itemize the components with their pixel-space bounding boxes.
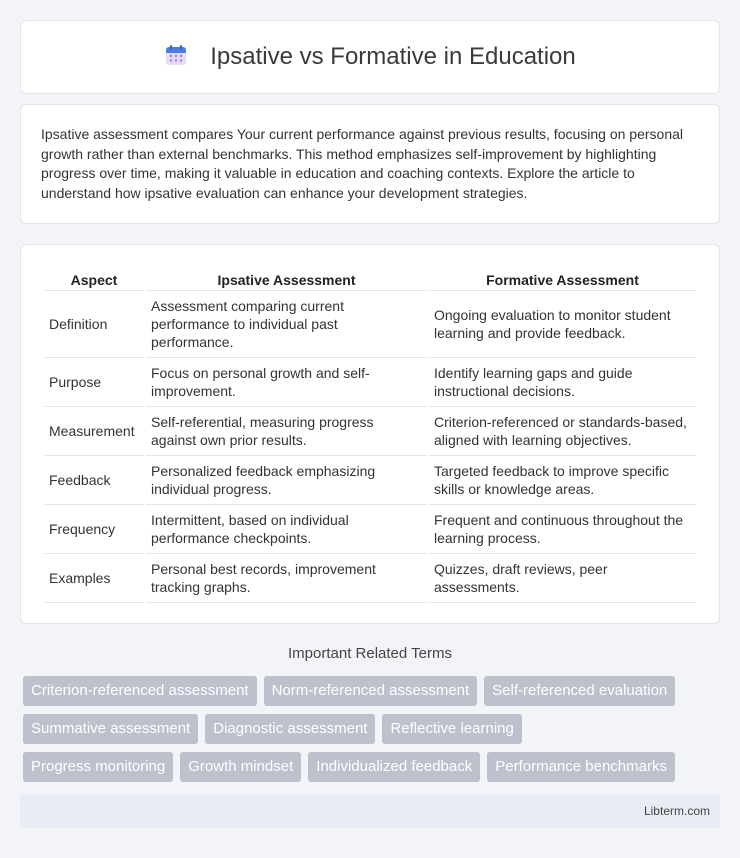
cell-ipsative: Assessment comparing current performance to individual past performance. <box>146 291 427 358</box>
cell-aspect: Measurement <box>44 407 144 456</box>
page-title: Ipsative vs Formative in Education <box>210 43 576 70</box>
table-row <box>44 407 696 456</box>
cell-formative: Criterion-referenced or standards-based, aligned with learning objectives. <box>429 407 696 456</box>
tag-row <box>23 752 723 782</box>
cell-formative: Ongoing evaluation to monitor student learning and provide feedback. <box>429 291 696 358</box>
tag-performance-benchmarks[interactable]: Performance benchmarks <box>487 752 675 782</box>
table-row <box>44 456 696 505</box>
intro-text: Ipsative assessment compares Your current performance against previous results, focusing on personal growth rather than external benchmarks. This method emphasizes self-improvement by highlighting progress over time, making it valuable in education and coaching contexts. Explore the article to understand how ipsative evaluation can enhance your development strategies. <box>41 126 684 201</box>
cell-aspect: Examples <box>44 554 144 603</box>
header-formative: Formative Assessment <box>429 265 696 291</box>
cell-formative: Targeted feedback to improve specific skills or knowledge areas. <box>429 456 696 505</box>
cell-ipsative: Intermittent, based on individual performance checkpoints. <box>146 505 427 554</box>
tag-norm-referenced[interactable]: Norm-referenced assessment <box>264 676 478 706</box>
tag-row <box>23 676 723 706</box>
table-row <box>44 554 696 603</box>
cell-aspect: Definition <box>44 291 144 358</box>
table-header-row <box>44 265 696 291</box>
header-aspect: Aspect <box>44 265 144 291</box>
cell-aspect: Feedback <box>44 456 144 505</box>
cell-ipsative: Self-referential, measuring progress against own prior results. <box>146 407 427 456</box>
comparison-table-card <box>20 244 720 624</box>
cell-ipsative: Focus on personal growth and self-improvement. <box>146 358 427 407</box>
cell-aspect: Purpose <box>44 358 144 407</box>
tag-row <box>23 714 723 744</box>
table-row <box>44 505 696 554</box>
footer-site-link[interactable]: Libterm.com <box>643 804 710 818</box>
calendar-icon <box>164 43 188 72</box>
related-terms <box>23 676 723 790</box>
tag-self-referenced[interactable]: Self-referenced evaluation <box>484 676 675 706</box>
title-wrap <box>164 43 576 72</box>
table-row <box>44 358 696 407</box>
tag-summative[interactable]: Summative assessment <box>23 714 198 744</box>
cell-formative: Quizzes, draft reviews, peer assessments. <box>429 554 696 603</box>
tag-diagnostic[interactable]: Diagnostic assessment <box>205 714 375 744</box>
tag-growth-mindset[interactable]: Growth mindset <box>180 752 301 782</box>
footer <box>20 794 720 828</box>
cell-ipsative: Personalized feedback emphasizing individual progress. <box>146 456 427 505</box>
table-row <box>44 291 696 358</box>
tag-individualized-feedback[interactable]: Individualized feedback <box>308 752 480 782</box>
intro-card <box>20 104 720 224</box>
tag-reflective-learning[interactable]: Reflective learning <box>382 714 521 744</box>
cell-aspect: Frequency <box>44 505 144 554</box>
related-terms-title: Important Related Terms <box>288 645 452 662</box>
header-card <box>20 20 720 94</box>
tag-criterion-referenced[interactable]: Criterion-referenced assessment <box>23 676 257 706</box>
header-ipsative: Ipsative Assessment <box>146 265 427 291</box>
cell-formative: Frequent and continuous throughout the learning process. <box>429 505 696 554</box>
comparison-table <box>42 265 698 603</box>
cell-ipsative: Personal best records, improvement tracking graphs. <box>146 554 427 603</box>
cell-formative: Identify learning gaps and guide instructional decisions. <box>429 358 696 407</box>
tag-progress-monitoring[interactable]: Progress monitoring <box>23 752 173 782</box>
